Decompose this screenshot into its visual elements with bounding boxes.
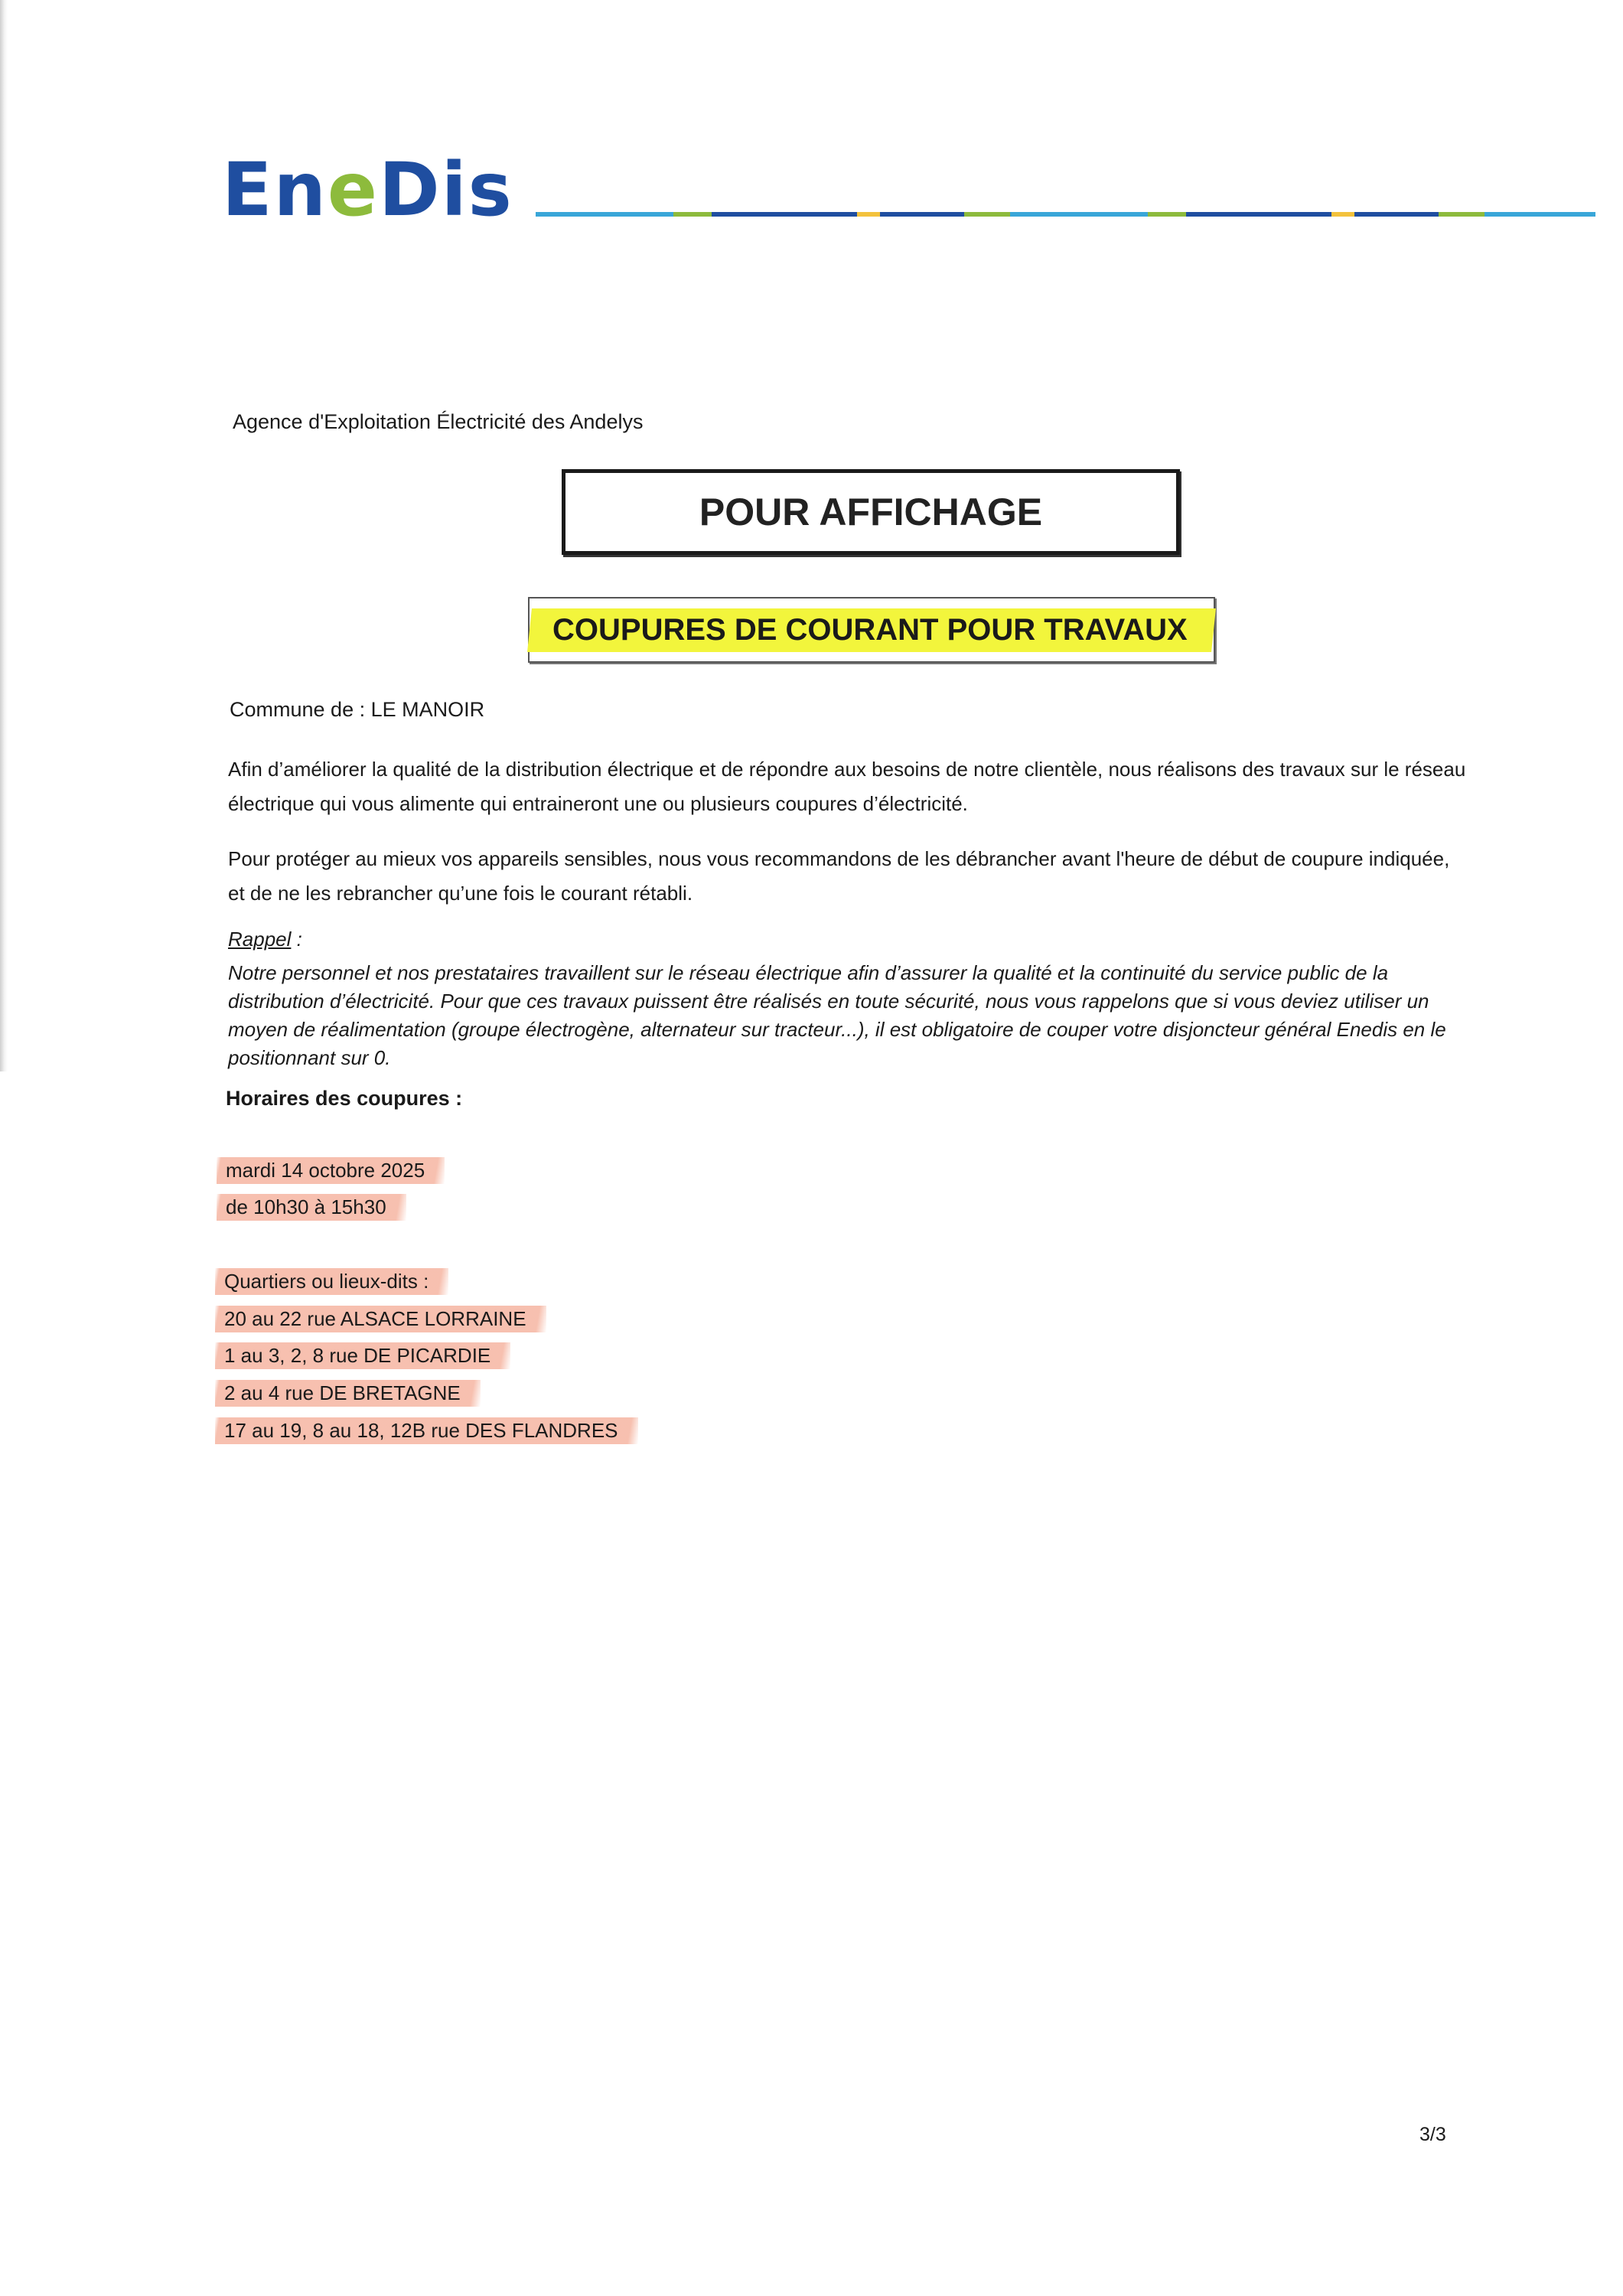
enedis-logo — [222, 147, 513, 233]
logo-part-1: En — [222, 147, 328, 233]
horaires-heading: Horaires des coupures : — [226, 1087, 463, 1110]
intro-paragraph: Afin d’améliorer la qualité de la distribution électrique et de répondre aux besoins de notre clientèle, nous réalisons des travaux sur le réseau électrique qui vous alimente qui entraineront une ou plusieurs coupures d’électricité. — [228, 758, 1466, 815]
agency-name: Agence d'Exploitation Électricité des Andelys — [233, 410, 644, 433]
rappel-colon: : — [291, 928, 302, 951]
coupures-title-box — [528, 597, 1215, 663]
quartier-item: 2 au 4 rue DE BRETAGNE — [215, 1380, 481, 1407]
advice-paragraph: Pour protéger au mieux vos appareils sensibles, nous vous recommandons de les débrancher avant l'heure de début de coupure indiquée, et de ne les rebrancher qu’une fois le courant rétabli. — [228, 847, 1450, 905]
pour-affichage-title: POUR AFFICHAGE — [699, 491, 1043, 533]
quartiers-heading: Quartiers ou lieux-dits : — [215, 1268, 448, 1295]
quartier-item: 17 au 19, 8 au 18, 12B rue DES FLANDRES — [215, 1417, 638, 1444]
quartier-item: 1 au 3, 2, 8 rue DE PICARDIE — [215, 1342, 510, 1369]
page-number: 3/3 — [1419, 2124, 1446, 2145]
logo-part-3: Dis — [379, 147, 513, 233]
scan-edge-shadow — [0, 0, 8, 1071]
rappel-text: Notre personnel et nos prestataires travaillent sur le réseau électrique afin d’assurer la qualité et la continuité du service public de la distribution d’électricité. Pour que ces travaux puissent être réalisés en toute sécurité, nous vous rappelons que si vous deviez utiliser un moyen de réalimentation (groupe électrogène, alternateur sur tracteur...), il est obligatoire de couper votre disjoncteur général Enedis en le positionnant sur 0. — [228, 961, 1446, 1069]
commune-line: Commune de : LE MANOIR — [230, 698, 485, 721]
logo-part-2: e — [327, 147, 380, 233]
rappel-heading — [228, 928, 302, 951]
coupures-highlight — [527, 608, 1216, 652]
pour-affichage-box — [562, 469, 1180, 555]
outage-date: mardi 14 octobre 2025 — [217, 1157, 445, 1184]
rappel-label: Rappel — [228, 928, 292, 951]
outage-time: de 10h30 à 15h30 — [217, 1194, 406, 1221]
quartier-item: 20 au 22 rue ALSACE LORRAINE — [215, 1306, 546, 1332]
header-divider-line — [536, 212, 1595, 217]
coupures-title: COUPURES DE COURANT POUR TRAVAUX — [552, 612, 1188, 647]
